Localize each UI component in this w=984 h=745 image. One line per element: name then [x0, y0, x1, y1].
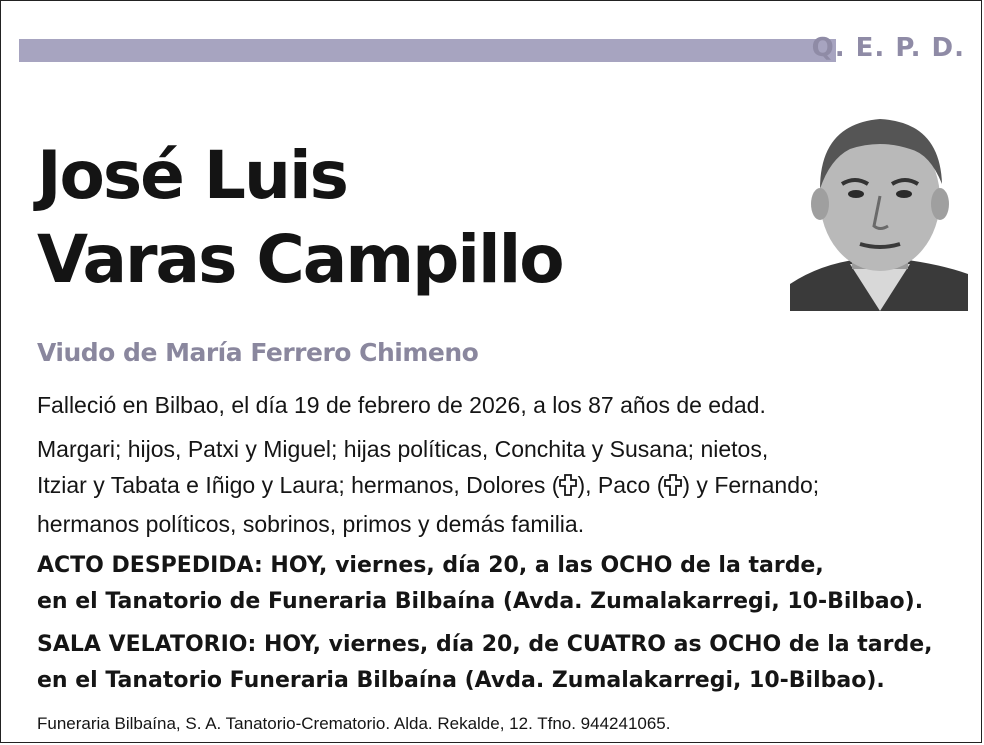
family-line-2-part-c: ) y Fernando;: [682, 472, 820, 498]
family-line-2-part-b: ), Paco (: [577, 472, 665, 498]
family-line-2: [37, 467, 957, 506]
name-line-1: José Luis: [37, 137, 347, 214]
farewell-line-1: ACTO DESPEDIDA: HOY, viernes, día 20, a las OCHO de la tarde,: [37, 553, 824, 578]
family-line-3: hermanos políticos, sobrinos, primos y demás familia.: [37, 511, 585, 537]
wake-line-1: SALA VELATORIO: HOY, viernes, día 20, de CUATRO as OCHO de la tarde,: [37, 632, 933, 657]
cross-icon: [559, 470, 577, 506]
cross-icon: [664, 470, 682, 506]
name-line-2: Varas Campillo: [37, 221, 563, 298]
portrait-illustration: [790, 104, 968, 311]
wake-line-2: en el Tanatorio Funeraria Bilbaína (Avda. Zumalakarregi, 10-Bilbao).: [37, 668, 885, 693]
farewell-ceremony: [37, 548, 957, 620]
farewell-line-2: en el Tanatorio de Funeraria Bilbaína (Avda. Zumalakarregi, 10-Bilbao).: [37, 589, 924, 614]
funeral-home-footer: Funeraria Bilbaína, S. A. Tanatorio-Crematorio. Alda. Rekalde, 12. Tfno. 944241065.: [37, 714, 671, 733]
header-bar: [19, 39, 836, 62]
death-notice: Falleció en Bilbao, el día 19 de febrero de 2026, a los 87 años de edad.: [37, 392, 766, 418]
deceased-name: [37, 134, 563, 302]
family-line-1: Margari; hijos, Patxi y Miguel; hijas políticas, Conchita y Susana; nietos,: [37, 436, 769, 462]
qepd-badge: Q. E. P. D.: [811, 33, 965, 63]
family-line-2-part-a: Itziar y Tabata e Iñigo y Laura; hermanos, Dolores (: [37, 472, 560, 498]
portrait-photo: [790, 104, 968, 311]
wake-room: [37, 627, 957, 699]
widow-line: Viudo de María Ferrero Chimeno: [37, 338, 479, 367]
family-list: [37, 431, 957, 542]
